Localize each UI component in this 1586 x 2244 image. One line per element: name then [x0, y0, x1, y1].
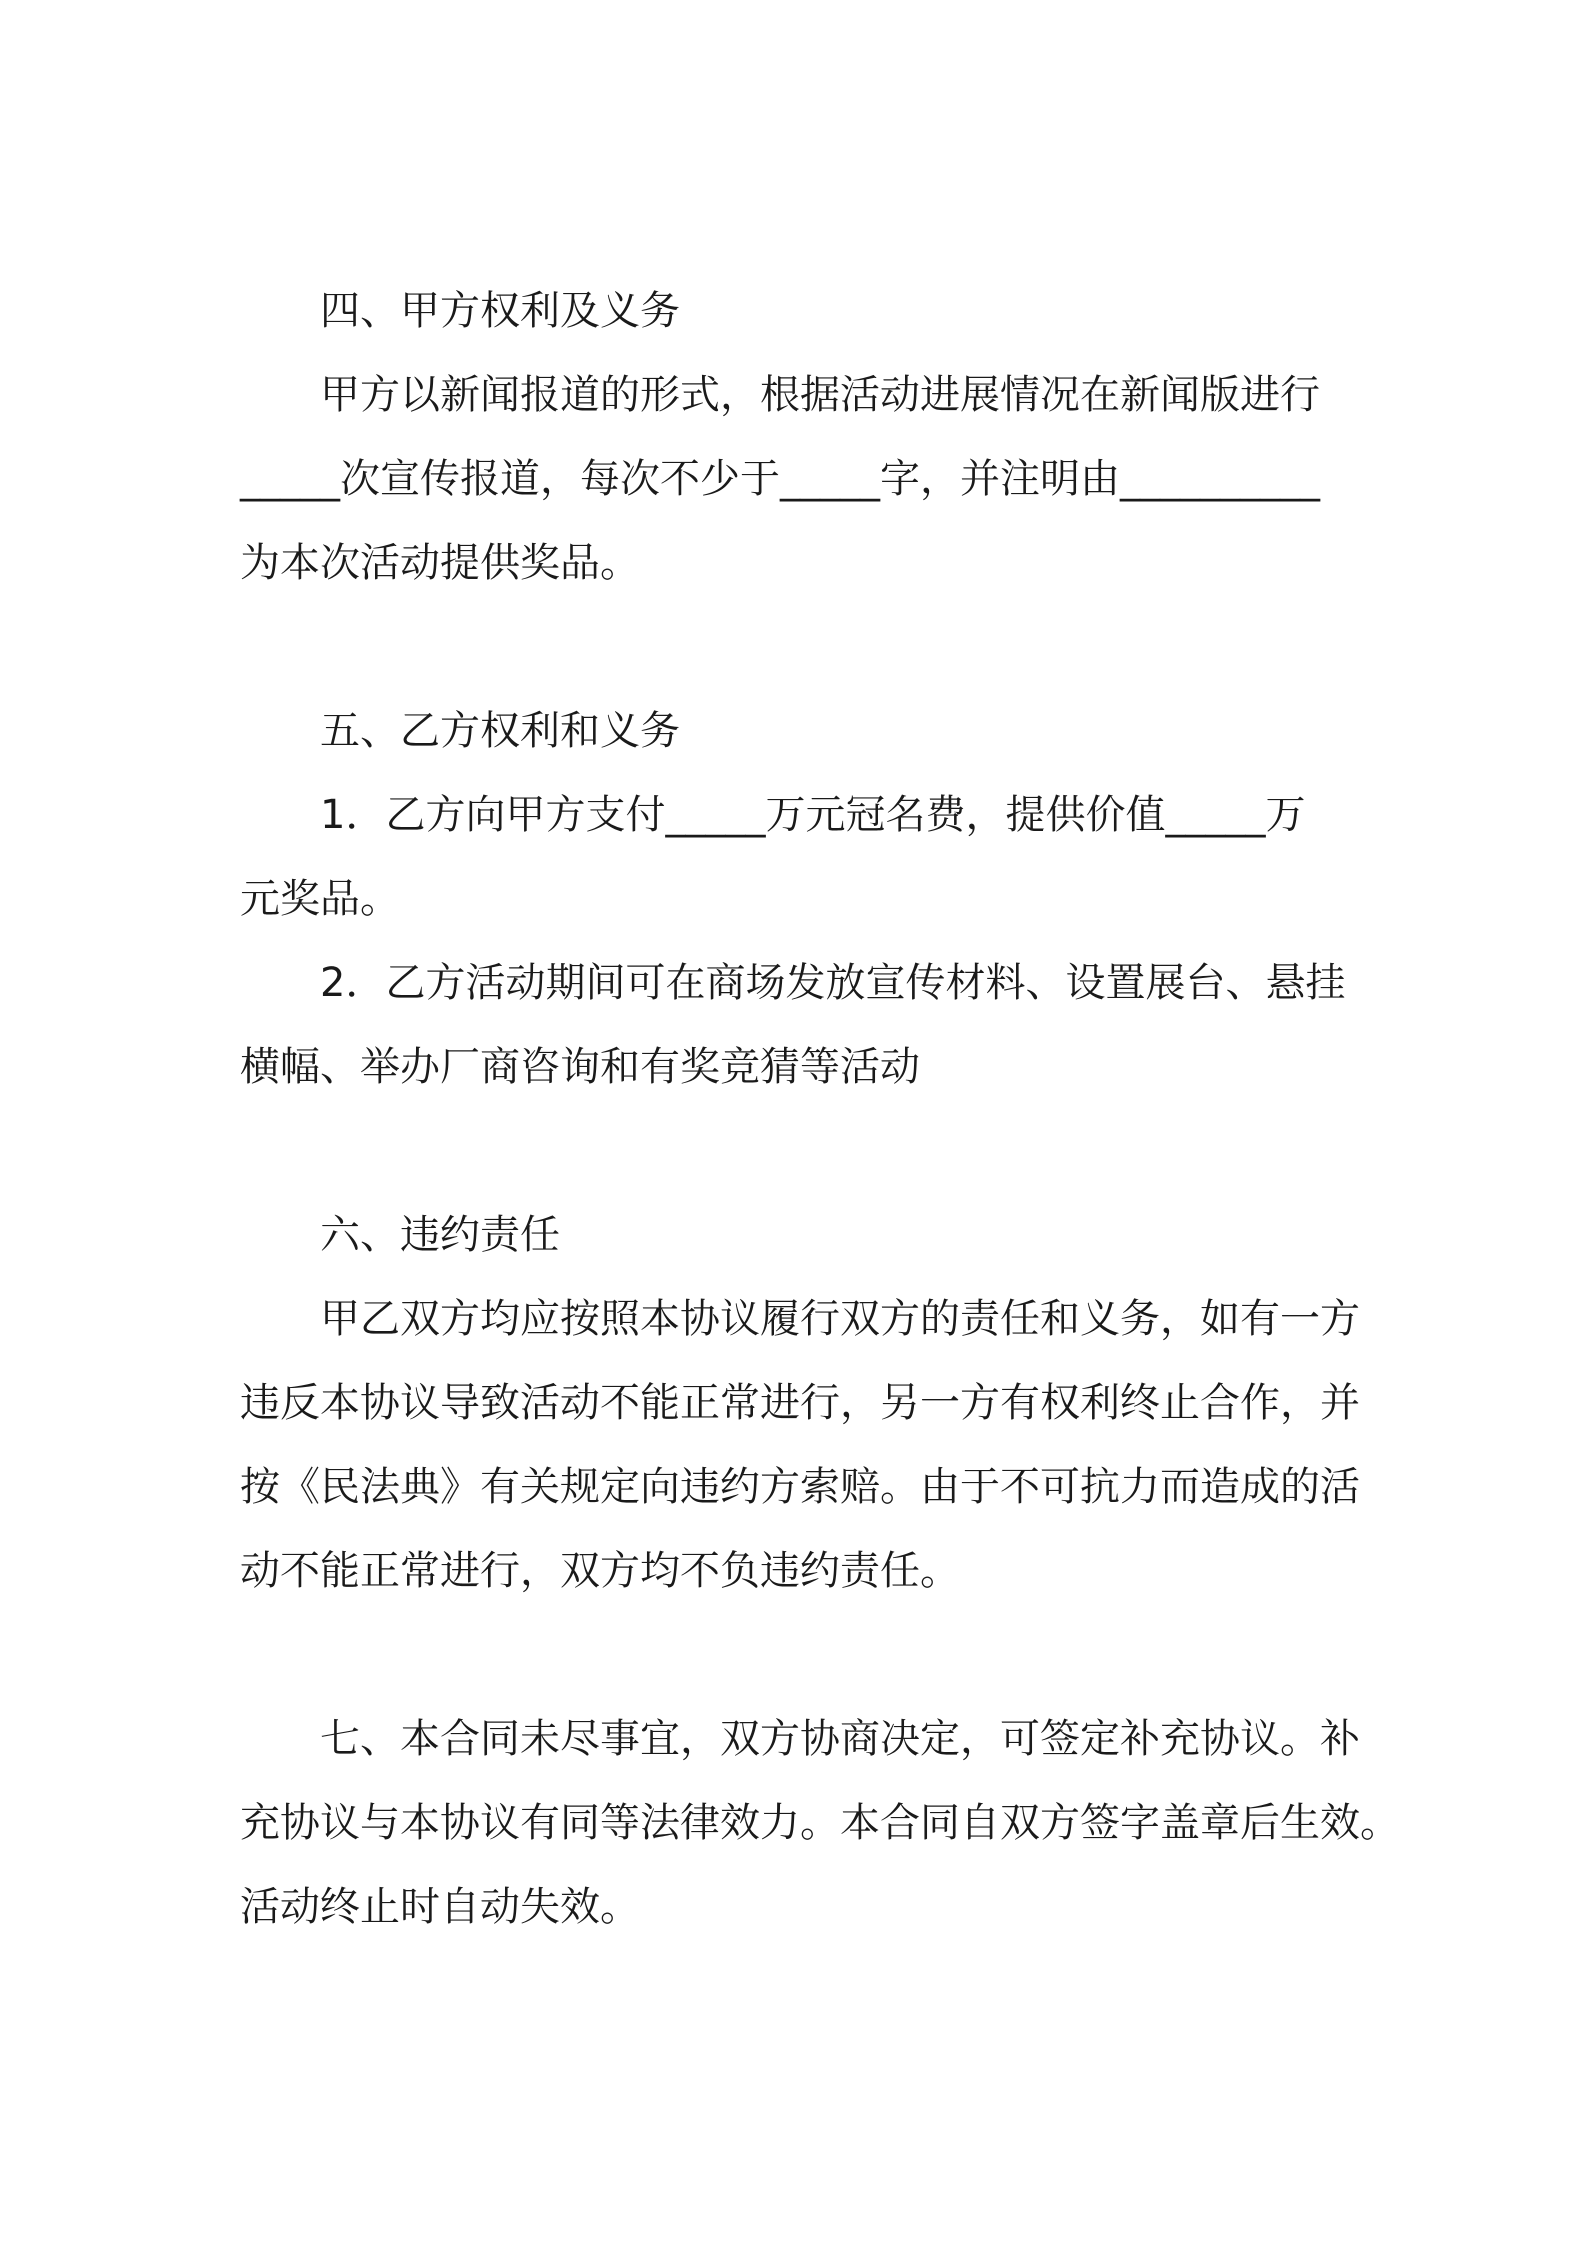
paragraph-line: 甲乙双方均应按照本协议履行双方的责任和义务，如有一方: [320, 1296, 1360, 1342]
paragraph-line: _____次宣传报道，每次不少于_____字，并注明由__________: [240, 456, 1320, 502]
paragraph-line: 1．乙方向甲方支付_____万元冠名费，提供价值_____万: [320, 792, 1306, 838]
section-heading-6: 六、违约责任: [320, 1212, 560, 1258]
paragraph-line: 横幅、举办厂商咨询和有奖竞猜等活动: [240, 1044, 920, 1090]
paragraph-line: 违反本协议导致活动不能正常进行，另一方有权利终止合作，并: [240, 1380, 1360, 1426]
paragraph-line: 动不能正常进行，双方均不负违约责任。: [240, 1548, 960, 1594]
paragraph-line: 活动终止时自动失效。: [240, 1884, 640, 1930]
paragraph-line: 2．乙方活动期间可在商场发放宣传材料、设置展台、悬挂: [320, 960, 1346, 1006]
paragraph-line: 元奖品。: [240, 876, 400, 922]
section-heading-4: 四、甲方权利及义务: [320, 288, 680, 334]
paragraph-line: 七、本合同未尽事宜，双方协商决定，可签定补充协议。补: [320, 1716, 1360, 1762]
section-heading-5: 五、乙方权利和义务: [320, 708, 680, 754]
paragraph-line: 充协议与本协议有同等法律效力。本合同自双方签字盖章后生效。: [240, 1800, 1400, 1846]
paragraph-line: 为本次活动提供奖品。: [240, 540, 640, 586]
paragraph-line: 按《民法典》有关规定向违约方索赔。由于不可抗力而造成的活: [240, 1464, 1360, 1510]
paragraph-line: 甲方以新闻报道的形式，根据活动进展情况在新闻版进行: [320, 372, 1320, 418]
